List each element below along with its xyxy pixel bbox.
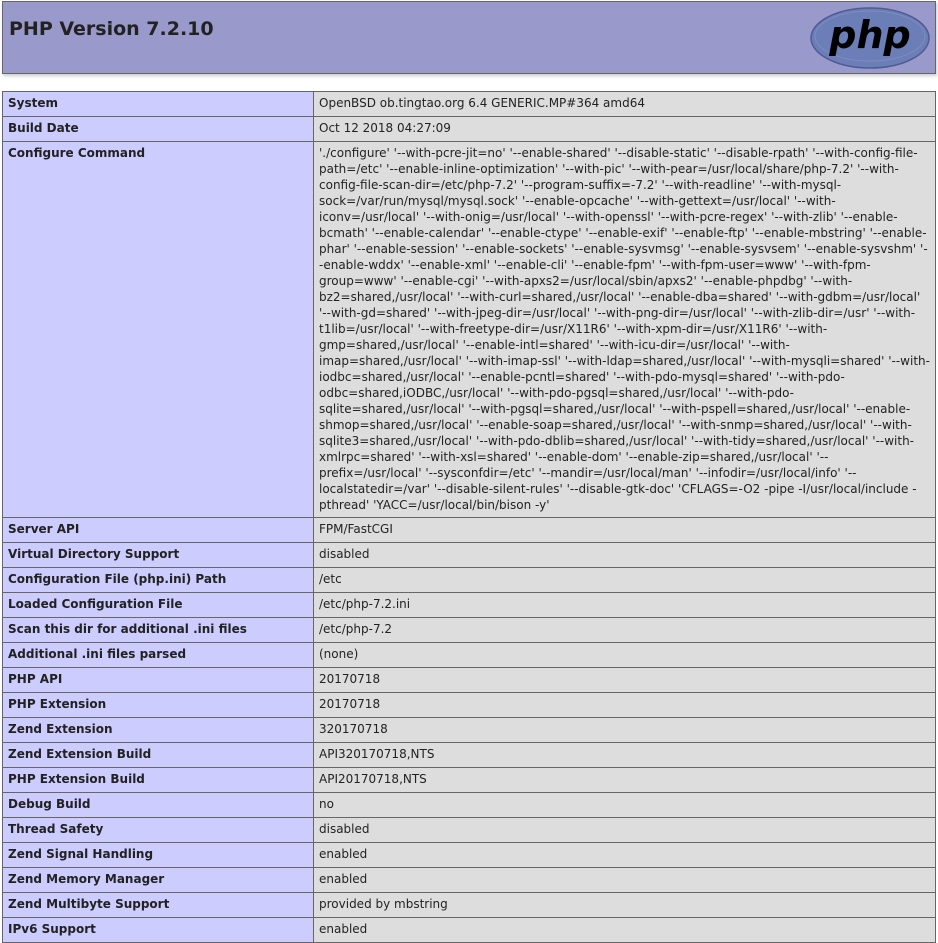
php-logo-text: php xyxy=(829,13,911,57)
info-value: enabled xyxy=(314,918,936,943)
info-label: Scan this dir for additional .ini files xyxy=(3,618,314,643)
info-row xyxy=(3,918,936,943)
info-row xyxy=(3,643,936,668)
info-row xyxy=(3,893,936,918)
info-value: no xyxy=(314,793,936,818)
info-row xyxy=(3,843,936,868)
info-value: API320170718,NTS xyxy=(314,743,936,768)
info-value: 20170718 xyxy=(314,668,936,693)
info-label: Loaded Configuration File xyxy=(3,593,314,618)
info-row xyxy=(3,768,936,793)
info-label: PHP API xyxy=(3,668,314,693)
info-value: disabled xyxy=(314,818,936,843)
info-row xyxy=(3,693,936,718)
info-value: API20170718,NTS xyxy=(314,768,936,793)
info-row xyxy=(3,668,936,693)
info-row xyxy=(3,92,936,117)
info-row xyxy=(3,618,936,643)
info-label: Zend Memory Manager xyxy=(3,868,314,893)
info-row xyxy=(3,117,936,142)
info-label: Server API xyxy=(3,518,314,543)
info-value: OpenBSD ob.tingtao.org 6.4 GENERIC.MP#364 amd64 xyxy=(314,92,936,117)
info-value: 20170718 xyxy=(314,693,936,718)
info-row xyxy=(3,142,936,518)
info-value: 320170718 xyxy=(314,718,936,743)
php-info-table xyxy=(2,91,936,943)
info-label: Zend Extension Build xyxy=(3,743,314,768)
info-label: Configure Command xyxy=(3,142,314,518)
info-value: /etc xyxy=(314,568,936,593)
info-label: PHP Extension Build xyxy=(3,768,314,793)
info-value: disabled xyxy=(314,543,936,568)
info-row xyxy=(3,743,936,768)
info-row xyxy=(3,818,936,843)
info-row xyxy=(3,718,936,743)
info-label: Thread Safety xyxy=(3,818,314,843)
info-value: FPM/FastCGI xyxy=(314,518,936,543)
info-label: Virtual Directory Support xyxy=(3,543,314,568)
info-label: Build Date xyxy=(3,117,314,142)
info-value: './configure' '--with-pcre-jit=no' '--enable-shared' '--disable-static' '--disable-rpath' '--with-config-file-path=/etc' '--enable-inline-optimization' '--with-pic' '--with-pear=/usr/local/share/php-7.2' '--with-config-file-scan-dir=/etc/php-7.2' '--program-suffix=-7.2' '--with-readline' '--with-mysql-sock=/var/run/mysql/mysql.sock' '--enable-opcache' '--with-gettext=/usr/local' '--with-iconv=/usr/local' '--with-onig=/usr/local' '--with-openssl' '--with-pcre-regex' '--with-zlib' '--enable-bcmath' '--enable-calendar' '--enable-ctype' '--enable-exif' '--enable-ftp' '--enable-mbstring' '--enable-phar' '--enable-session' '--enable-sockets' '--enable-sysvmsg' '--enable-sysvsem' '--enable-sysvshm' '--enable-wddx' '--enable-xml' '--enable-cli' '--enable-fpm' '--with-fpm-user=www' '--with-fpm-group=www' '--enable-cgi' '--with-apxs2=/usr/local/sbin/apxs2' '--enable-phpdbg' '--with-bz2=shared,/usr/local' '--with-curl=shared,/usr/local' '--enable-dba=shared' '--with-gdbm=/usr/local' '--with-gd=shared' '--with-jpeg-dir=/usr/local' '--with-png-dir=/usr/local' '--with-zlib-dir=/usr' '--with-t1lib=/usr/local' '--with-freetype-dir=/usr/X11R6' '--with-xpm-dir=/usr/X11R6' '--with-gmp=shared,/usr/local' '--enable-intl=shared' '--with-icu-dir=/usr/local' '--with-imap=shared,/usr/local' '--with-imap-ssl' '--with-ldap=shared,/usr/local' '--with-mysqli=shared' '--with-iodbc=shared,/usr/local' '--enable-pcntl=shared' '--with-pdo-mysql=shared' '--with-pdo-odbc=shared,iODBC,/usr/local' '--with-pdo-pgsql=shared,/usr/local' '--with-pdo-sqlite=shared,/usr/local' '--with-pgsql=shared,/usr/local' '--with-pspell=shared,/usr/local' '--enable-shmop=shared,/usr/local' '--enable-soap=shared,/usr/local' '--with-snmp=shared,/usr/local' '--with-sqlite3=shared,/usr/local' '--with-pdo-dblib=shared,/usr/local' '--with-tidy=shared,/usr/local' '--with-xmlrpc=shared' '--with-xsl=shared' '--enable-dom' '--enable-zip=shared,/usr/local' '--prefix=/usr/local' '--sysconfdir=/etc' '--mandir=/usr/local/man' '--infodir=/usr/local/info' '--localstatedir=/var' '--disable-silent-rules' '--disable-gtk-doc' 'CFLAGS=-O2 -pipe -I/usr/local/include -pthread' 'YACC=/usr/local/bin/bison -y' xyxy=(314,142,936,518)
info-label: IPv6 Support xyxy=(3,918,314,943)
info-label: Zend Signal Handling xyxy=(3,843,314,868)
info-label: Additional .ini files parsed xyxy=(3,643,314,668)
info-value: enabled xyxy=(314,843,936,868)
info-value: /etc/php-7.2 xyxy=(314,618,936,643)
info-value: provided by mbstring xyxy=(314,893,936,918)
info-row xyxy=(3,868,936,893)
info-row xyxy=(3,593,936,618)
info-row xyxy=(3,793,936,818)
info-value: enabled xyxy=(314,868,936,893)
info-value: Oct 12 2018 04:27:09 xyxy=(314,117,936,142)
info-label: PHP Extension xyxy=(3,693,314,718)
info-label: Configuration File (php.ini) Path xyxy=(3,568,314,593)
info-label: Zend Multibyte Support xyxy=(3,893,314,918)
info-row xyxy=(3,543,936,568)
info-row xyxy=(3,568,936,593)
php-logo[interactable] xyxy=(809,6,931,70)
info-label: Zend Extension xyxy=(3,718,314,743)
version-header xyxy=(2,1,936,74)
info-row xyxy=(3,518,936,543)
info-value: /etc/php-7.2.ini xyxy=(314,593,936,618)
page-title: PHP Version 7.2.10 xyxy=(9,18,214,40)
info-label: Debug Build xyxy=(3,793,314,818)
info-value: (none) xyxy=(314,643,936,668)
info-label: System xyxy=(3,92,314,117)
